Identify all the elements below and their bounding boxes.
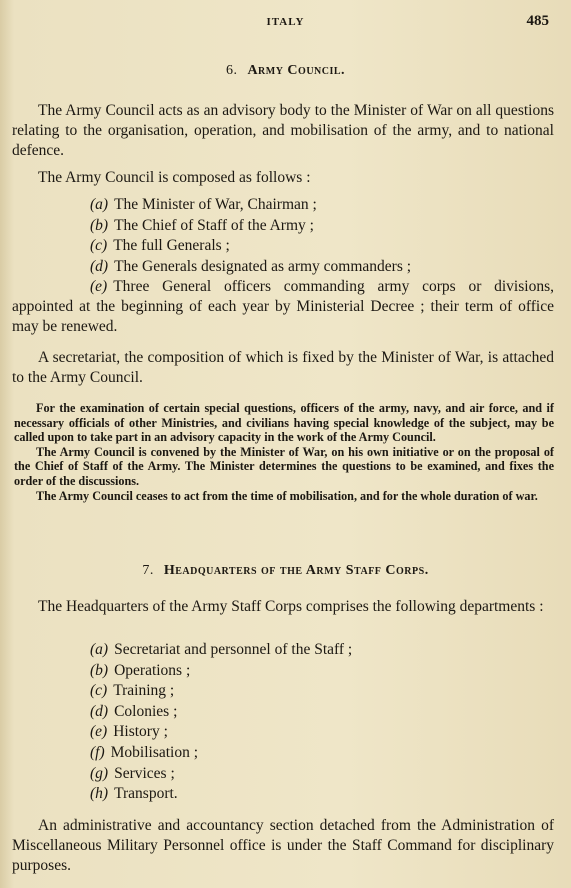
list-item-text: Colonies ; — [114, 702, 178, 720]
section-7-paragraph-1: The Headquarters of the Army Staff Corps comprises the following departments : — [38, 598, 544, 615]
section-6-paragraph-3: A secretariat, the composition of which is fixed by the Minister of War, is attached to the Army Council. — [12, 349, 554, 386]
section-6-notes — [14, 401, 554, 503]
note-paragraph: The Army Council is convened by the Minister of War, on his own initiative or on the proposal of the Chief of Staff of the Army. The Minister determines the questions to be examined, and fixes the order of the discussions. — [14, 444, 554, 488]
list-item-text: Secretariat and personnel of the Staff ; — [114, 641, 353, 658]
list-item — [90, 702, 554, 723]
list-item-letter: (d) — [90, 257, 109, 275]
list-item — [90, 236, 554, 257]
list-item — [90, 661, 554, 682]
list-item — [90, 764, 554, 785]
list-item — [90, 216, 554, 237]
note-paragraph: The Army Council ceases to act from the time of mobilisation, and for the whole duration of war. — [36, 488, 538, 503]
section-7-heading — [0, 563, 571, 579]
list-item-text: The Chief of Staff of the Army ; — [114, 216, 314, 234]
list-item-letter: (h) — [90, 785, 109, 803]
list-item-letter: (c) — [90, 237, 108, 254]
section-6-item-e — [12, 277, 554, 337]
list-item-text: Operations ; — [114, 661, 191, 679]
list-item-letter: (g) — [90, 764, 109, 782]
section-6-paragraph-2: The Army Council is composed as follows : — [38, 169, 311, 186]
list-item — [90, 743, 554, 764]
list-item — [90, 722, 554, 743]
list-item-text: Transport. — [114, 785, 178, 803]
list-item-text: The Generals designated as army commanders ; — [114, 257, 412, 275]
running-head-title: ITALY — [266, 16, 305, 28]
list-item-letter: (e) — [90, 723, 108, 741]
list-item-text: Mobilisation ; — [110, 743, 199, 761]
list-item-text: Training ; — [113, 682, 175, 700]
section-6-number: 6. — [225, 63, 238, 78]
section-6-list — [90, 195, 554, 277]
section-7-list — [90, 640, 554, 805]
section-7-number: 7. — [142, 563, 154, 578]
page-number: 485 — [526, 13, 549, 29]
section-7-paragraph-2: An administrative and accountancy section detached from the Administration of Miscellaneous Military Personnel office is under the Staff Command for disciplinary purposes. — [12, 817, 554, 874]
list-item-letter: (a) — [90, 641, 109, 658]
list-item-text: Three General officers commanding army corps or divisions, appointed at the beginning of each year by Ministerial Decree ; their term of office may be renewed. — [12, 278, 554, 335]
list-item-text: The Minister of War, Chairman ; — [114, 196, 317, 213]
section-6-paragraph-1: The Army Council acts as an advisory body to the Minister of War on all questions relating to the organisation, operation, and mobilisation of the army, and to national defence. — [12, 102, 554, 159]
list-item — [90, 681, 554, 702]
section-7-title: Headquarters of the Army Staff Corps. — [163, 563, 429, 578]
list-item-letter: (b) — [90, 661, 109, 679]
section-6-heading — [0, 63, 571, 79]
list-item-letter: (b) — [90, 216, 109, 234]
list-item-text: Services ; — [114, 764, 175, 782]
list-item-letter: (e) — [90, 278, 108, 295]
note-paragraph: For the examination of certain special questions, officers of the army, navy, and air force, and if necessary officials of other Ministries, and civilians having special knowledge of the subject, may be called upon to take part in an advisory capacity in the work of the Army Council. — [14, 401, 554, 445]
list-item — [90, 195, 554, 216]
list-item — [90, 784, 554, 805]
list-item-letter: (a) — [90, 196, 109, 213]
list-item-letter: (d) — [90, 702, 109, 720]
list-item-text: History ; — [113, 723, 168, 741]
running-head — [0, 14, 571, 34]
list-item-letter: (c) — [90, 682, 108, 700]
list-item — [90, 257, 554, 278]
list-item — [90, 640, 554, 661]
list-item-letter: (f) — [90, 743, 105, 761]
section-6-title: Army Council. — [247, 63, 346, 78]
list-item-text: The full Generals ; — [113, 237, 230, 254]
